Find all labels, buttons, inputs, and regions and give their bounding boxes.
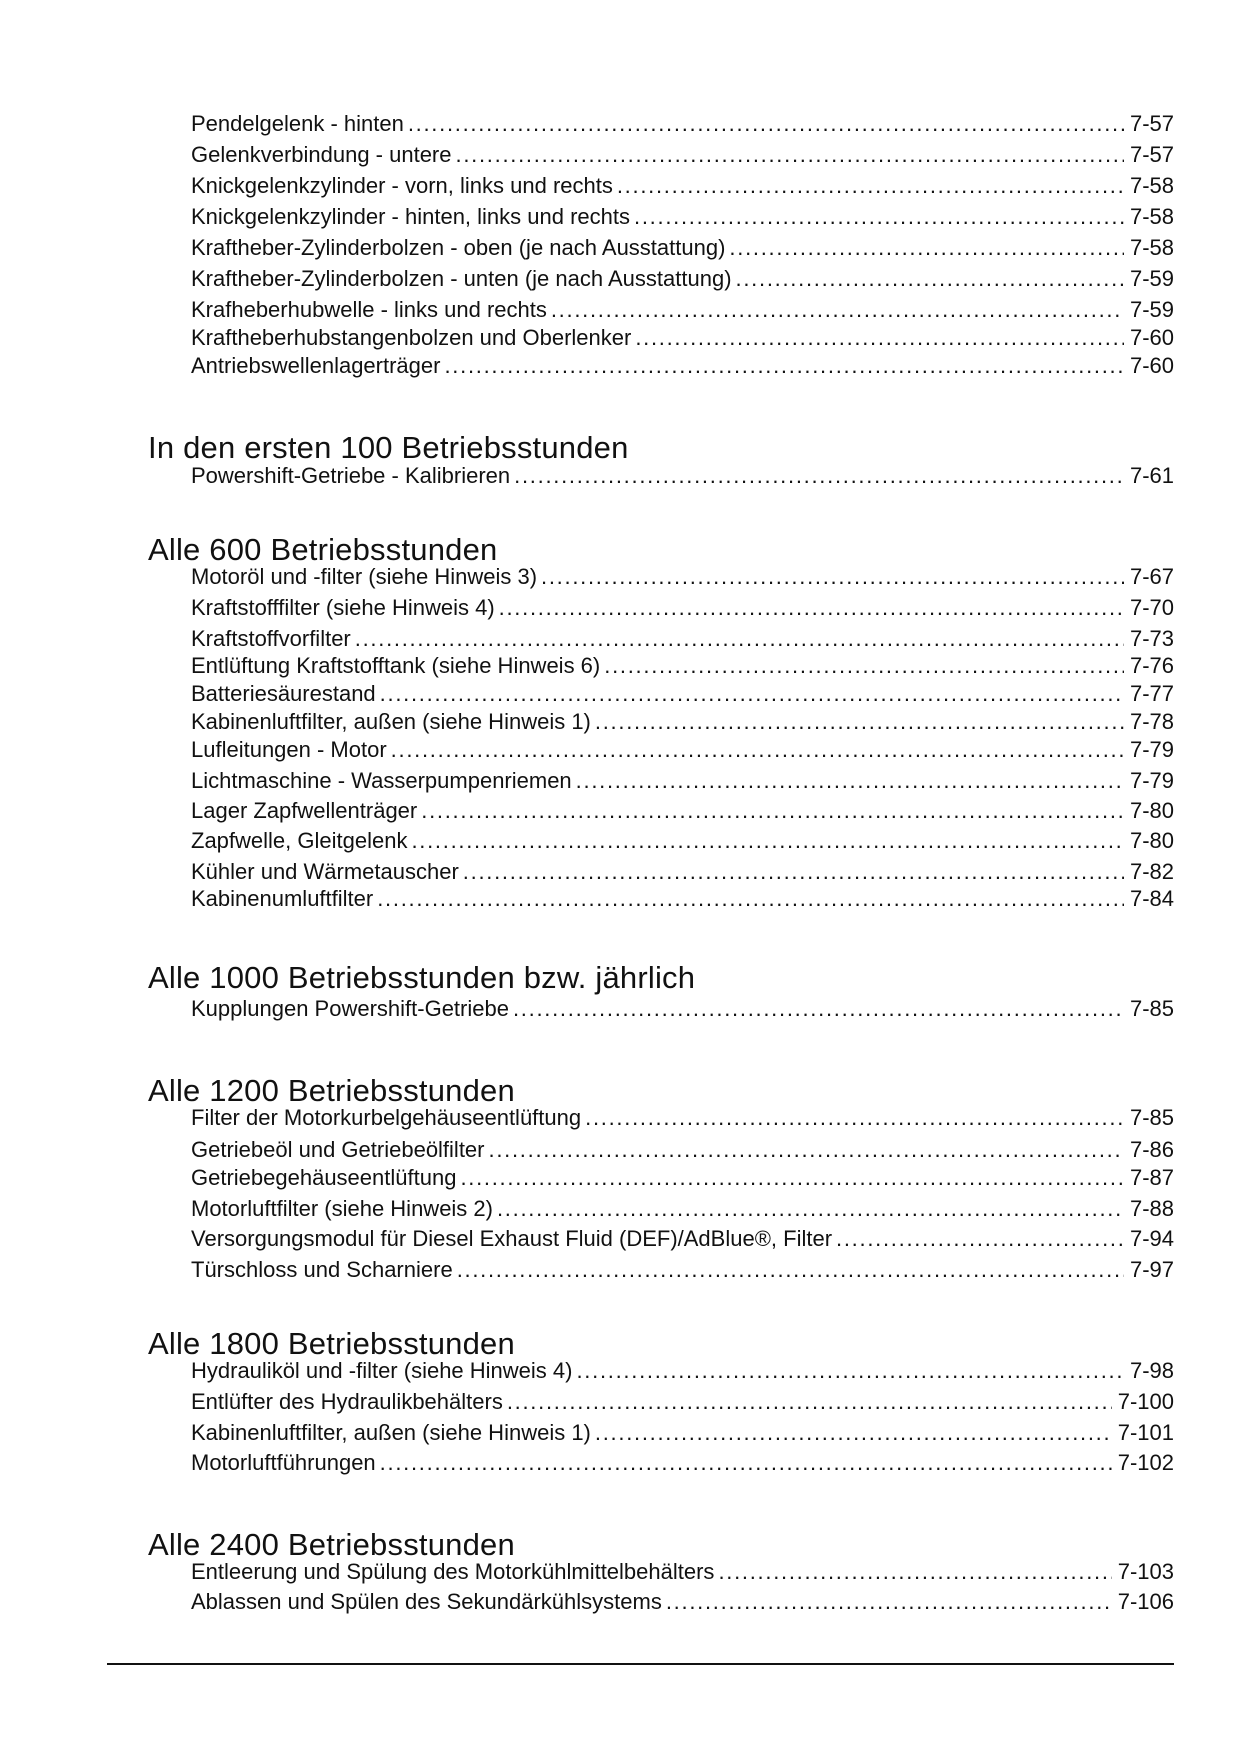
toc-entry[interactable] bbox=[191, 324, 1174, 351]
dot-leader bbox=[604, 652, 1124, 679]
toc-entry-label: Kraftstoffvorfilter bbox=[191, 626, 351, 651]
toc-entry-label: Filter der Motorkurbelgehäuseentlüftung bbox=[191, 1105, 582, 1130]
dot-leader bbox=[513, 995, 1124, 1022]
toc-entry-label: Kraftstofffilter (siehe Hinweis 4) bbox=[191, 595, 495, 620]
toc-entry-page-number: 7-57 bbox=[1129, 142, 1174, 167]
toc-entry-page-number: 7-84 bbox=[1129, 886, 1174, 911]
dot-leader bbox=[514, 462, 1124, 489]
dot-leader bbox=[355, 625, 1124, 652]
toc-entry[interactable] bbox=[191, 652, 1174, 679]
dot-leader bbox=[377, 885, 1124, 912]
toc-entry-page-number: 7-88 bbox=[1129, 1196, 1174, 1221]
dot-leader bbox=[595, 708, 1124, 735]
toc-entry[interactable] bbox=[191, 110, 1174, 137]
toc-entry-page-number: 7-106 bbox=[1117, 1589, 1174, 1614]
toc-entry[interactable] bbox=[191, 234, 1174, 261]
dot-leader bbox=[666, 1588, 1112, 1615]
toc-entry-page-number: 7-79 bbox=[1129, 737, 1174, 762]
footer-rule bbox=[107, 1663, 1174, 1665]
dot-leader bbox=[380, 680, 1124, 707]
dot-leader bbox=[836, 1225, 1124, 1252]
toc-entry-page-number: 7-94 bbox=[1129, 1226, 1174, 1251]
dot-leader bbox=[585, 1104, 1124, 1131]
dot-leader bbox=[635, 324, 1124, 351]
toc-entry-page-number: 7-101 bbox=[1117, 1420, 1174, 1445]
toc-entry[interactable] bbox=[191, 1388, 1174, 1415]
toc-entry-page-number: 7-85 bbox=[1129, 996, 1174, 1021]
toc-entry-page-number: 7-73 bbox=[1129, 626, 1174, 651]
toc-entry-label: Hydrauliköl und -filter (siehe Hinweis 4) bbox=[191, 1358, 573, 1383]
toc-entry-label: Lichtmaschine - Wasserpumpenriemen bbox=[191, 768, 572, 793]
toc-entry-label: Zapfwelle, Gleitgelenk bbox=[191, 828, 408, 853]
toc-entry-label: Kraftheber-Zylinderbolzen - unten (je nach Ausstattung) bbox=[191, 266, 732, 291]
section-heading: Alle 1800 Betriebsstunden bbox=[148, 1326, 515, 1361]
toc-entry-page-number: 7-58 bbox=[1129, 173, 1174, 198]
dot-leader bbox=[541, 563, 1124, 590]
toc-entry[interactable] bbox=[191, 1195, 1174, 1222]
toc-entry-page-number: 7-97 bbox=[1129, 1257, 1174, 1282]
toc-entry-page-number: 7-100 bbox=[1117, 1389, 1174, 1414]
toc-entry[interactable] bbox=[191, 1256, 1174, 1283]
toc-entry[interactable] bbox=[191, 203, 1174, 230]
toc-entry-page-number: 7-82 bbox=[1129, 859, 1174, 884]
dot-leader bbox=[380, 1449, 1112, 1476]
dot-leader bbox=[489, 1136, 1124, 1163]
toc-entry[interactable] bbox=[191, 1419, 1174, 1446]
toc-entry-page-number: 7-78 bbox=[1129, 709, 1174, 734]
toc-entry-label: Antriebswellenlagerträger bbox=[191, 353, 441, 378]
toc-entry-label: Krafheberhubwelle - links und rechts bbox=[191, 297, 547, 322]
toc-entry-page-number: 7-98 bbox=[1129, 1358, 1174, 1383]
toc-entry-label: Motoröl und -filter (siehe Hinweis 3) bbox=[191, 564, 538, 589]
toc-entry-label: Batteriesäurestand bbox=[191, 681, 376, 706]
toc-entry[interactable] bbox=[191, 1588, 1174, 1615]
toc-entry-label: Gelenkverbindung - untere bbox=[191, 142, 452, 167]
toc-entry-page-number: 7-87 bbox=[1129, 1165, 1174, 1190]
toc-entry[interactable] bbox=[191, 462, 1174, 489]
dot-leader bbox=[729, 234, 1124, 261]
dot-leader bbox=[463, 858, 1124, 885]
toc-entry[interactable] bbox=[191, 767, 1174, 794]
toc-entry[interactable] bbox=[191, 296, 1174, 323]
dot-leader bbox=[457, 1256, 1124, 1283]
toc-entry-label: Powershift-Getriebe - Kalibrieren bbox=[191, 463, 511, 488]
toc-entry-page-number: 7-80 bbox=[1129, 798, 1174, 823]
dot-leader bbox=[576, 767, 1124, 794]
toc-entry-label: Motorluftfilter (siehe Hinweis 2) bbox=[191, 1196, 493, 1221]
dot-leader bbox=[551, 296, 1124, 323]
toc-entry[interactable] bbox=[191, 352, 1174, 379]
toc-entry-label: Türschloss und Scharniere bbox=[191, 1257, 453, 1282]
toc-entry-label: Entlüftung Kraftstofftank (siehe Hinweis 6) bbox=[191, 653, 601, 678]
toc-entry-page-number: 7-86 bbox=[1129, 1137, 1174, 1162]
toc-entry-label: Kabinenluftfilter, außen (siehe Hinweis 1) bbox=[191, 1420, 591, 1445]
toc-entry-page-number: 7-67 bbox=[1129, 564, 1174, 589]
dot-leader bbox=[634, 203, 1124, 230]
toc-entry-label: Getriebegehäuseentlüftung bbox=[191, 1165, 457, 1190]
toc-entry[interactable] bbox=[191, 827, 1174, 854]
toc-entry[interactable] bbox=[191, 141, 1174, 168]
dot-leader bbox=[421, 797, 1124, 824]
toc-entry[interactable] bbox=[191, 265, 1174, 292]
toc-entry-page-number: 7-58 bbox=[1129, 204, 1174, 229]
dot-leader bbox=[499, 594, 1124, 621]
dot-leader bbox=[460, 1164, 1124, 1191]
toc-entry-label: Ablassen und Spülen des Sekundärkühlsystems bbox=[191, 1589, 662, 1614]
section-heading: Alle 2400 Betriebsstunden bbox=[148, 1527, 515, 1562]
toc-entry[interactable] bbox=[191, 1104, 1174, 1131]
dot-leader bbox=[718, 1558, 1111, 1585]
toc-entry-label: Lufleitungen - Motor bbox=[191, 737, 387, 762]
dot-leader bbox=[617, 172, 1124, 199]
dot-leader bbox=[576, 1357, 1123, 1384]
toc-entry-label: Getriebeöl und Getriebeölfilter bbox=[191, 1137, 485, 1162]
toc-entry-page-number: 7-60 bbox=[1129, 353, 1174, 378]
toc-entry[interactable] bbox=[191, 885, 1174, 912]
toc-entry[interactable] bbox=[191, 797, 1174, 824]
toc-entry[interactable] bbox=[191, 563, 1174, 590]
toc-entry[interactable] bbox=[191, 736, 1174, 763]
toc-entry[interactable] bbox=[191, 1136, 1174, 1163]
toc-entry-page-number: 7-59 bbox=[1129, 297, 1174, 322]
toc-entry-label: Kabinenumluftfilter bbox=[191, 886, 374, 911]
toc-entry-page-number: 7-77 bbox=[1129, 681, 1174, 706]
toc-entry-page-number: 7-58 bbox=[1129, 235, 1174, 260]
section-heading: Alle 1000 Betriebsstunden bzw. jährlich bbox=[148, 960, 696, 995]
dot-leader bbox=[497, 1195, 1124, 1222]
toc-entry-page-number: 7-60 bbox=[1129, 325, 1174, 350]
toc-entry-label: Entlüfter des Hydraulikbehälters bbox=[191, 1389, 503, 1414]
toc-entry-page-number: 7-61 bbox=[1129, 463, 1174, 488]
toc-entry-page-number: 7-70 bbox=[1129, 595, 1174, 620]
toc-entry-label: Knickgelenkzylinder - vorn, links und rechts bbox=[191, 173, 613, 198]
toc-entry[interactable] bbox=[191, 1164, 1174, 1191]
toc-entry-page-number: 7-85 bbox=[1129, 1105, 1174, 1130]
toc-entry[interactable] bbox=[191, 1449, 1174, 1476]
dot-leader bbox=[736, 265, 1124, 292]
dot-leader bbox=[444, 352, 1123, 379]
dot-leader bbox=[507, 1388, 1112, 1415]
section-heading: Alle 600 Betriebsstunden bbox=[148, 532, 498, 567]
toc-entry-label: Kühler und Wärmetauscher bbox=[191, 859, 459, 884]
dot-leader bbox=[391, 736, 1124, 763]
toc-entry[interactable] bbox=[191, 1357, 1174, 1384]
toc-entry-label: Versorgungsmodul für Diesel Exhaust Fluid (DEF)/AdBlue®, Filter bbox=[191, 1226, 833, 1251]
toc-entry-page-number: 7-59 bbox=[1129, 266, 1174, 291]
dot-leader bbox=[411, 827, 1124, 854]
toc-entry-label: Lager Zapfwellenträger bbox=[191, 798, 418, 823]
dot-leader bbox=[595, 1419, 1112, 1446]
toc-entry[interactable] bbox=[191, 708, 1174, 735]
toc-entry-label: Pendelgelenk - hinten bbox=[191, 111, 404, 136]
toc-entry-label: Kupplungen Powershift-Getriebe bbox=[191, 996, 509, 1021]
toc-entry-label: Kabinenluftfilter, außen (siehe Hinweis 1) bbox=[191, 709, 591, 734]
toc-entry-page-number: 7-80 bbox=[1129, 828, 1174, 853]
toc-entry[interactable] bbox=[191, 1225, 1174, 1252]
toc-entry-label: Kraftheberhubstangenbolzen und Oberlenker bbox=[191, 325, 632, 350]
dot-leader bbox=[408, 110, 1124, 137]
toc-entry-page-number: 7-102 bbox=[1117, 1450, 1174, 1475]
toc-entry-label: Entleerung und Spülung des Motorkühlmittelbehälters bbox=[191, 1559, 715, 1584]
toc-entry[interactable] bbox=[191, 858, 1174, 885]
toc-entry-label: Motorluftführungen bbox=[191, 1450, 376, 1475]
toc-entry[interactable] bbox=[191, 995, 1174, 1022]
toc-entry-label: Knickgelenkzylinder - hinten, links und rechts bbox=[191, 204, 631, 229]
toc-entry[interactable] bbox=[191, 625, 1174, 652]
toc-entry-page-number: 7-79 bbox=[1129, 768, 1174, 793]
toc-entry-page-number: 7-76 bbox=[1129, 653, 1174, 678]
toc-entry-page-number: 7-103 bbox=[1117, 1559, 1174, 1584]
toc-entry-page-number: 7-57 bbox=[1129, 111, 1174, 136]
toc-entry[interactable] bbox=[191, 172, 1174, 199]
toc-entry[interactable] bbox=[191, 1558, 1174, 1585]
toc-entry-label: Kraftheber-Zylinderbolzen - oben (je nach Ausstattung) bbox=[191, 235, 726, 260]
section-heading: Alle 1200 Betriebsstunden bbox=[148, 1073, 515, 1108]
dot-leader bbox=[456, 141, 1124, 168]
toc-entry[interactable] bbox=[191, 594, 1174, 621]
toc-entry[interactable] bbox=[191, 680, 1174, 707]
section-heading: In den ersten 100 Betriebsstunden bbox=[148, 430, 629, 465]
